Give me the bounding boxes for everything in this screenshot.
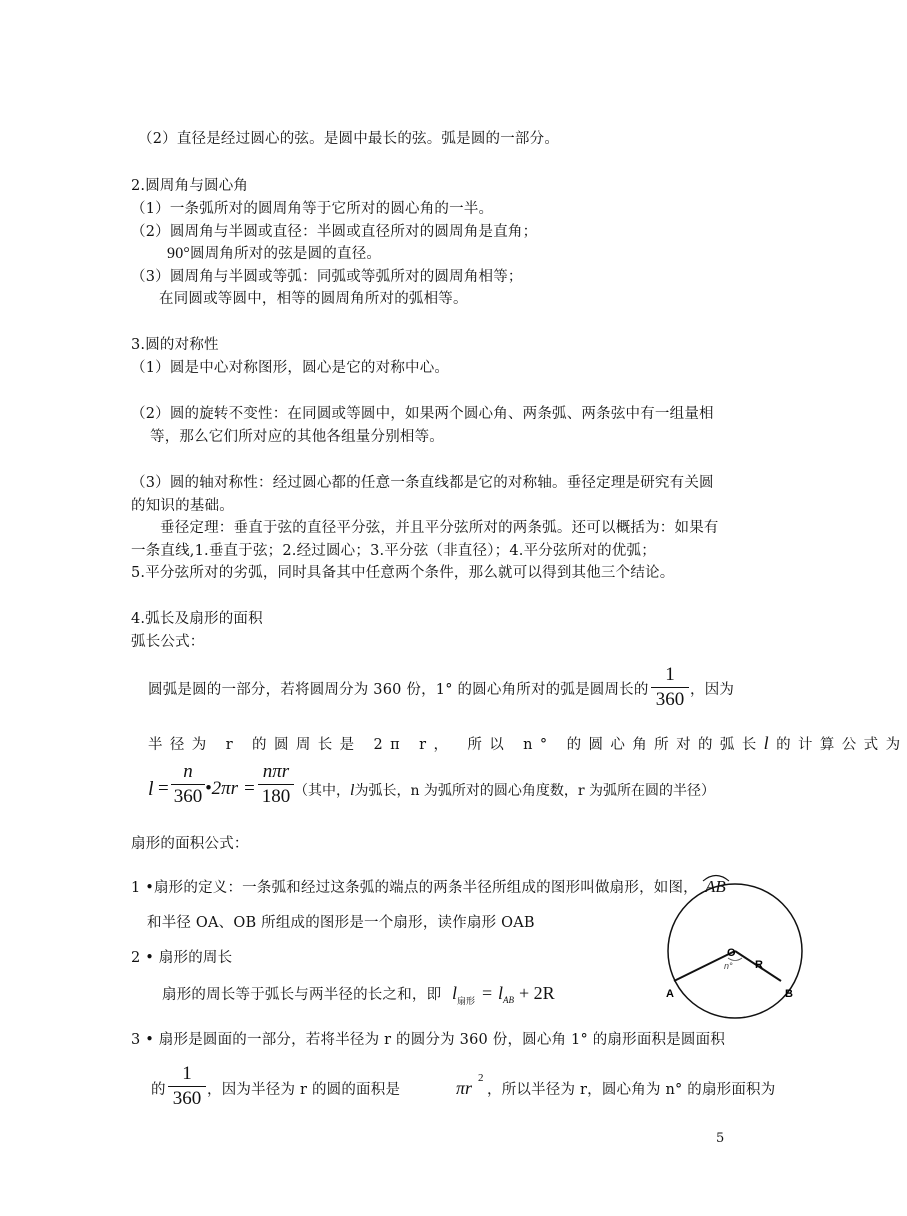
formula-l: l	[498, 983, 504, 1003]
text-line: （3）圆的轴对称性：经过圆心都的任意一条直线都是它的对称轴。垂径定理是研究有关圆	[131, 475, 714, 491]
circle-sector-diagram	[660, 868, 810, 1018]
text-line: （2）圆周角与半圆或直径：半圆或直径所对的圆周角是直角；	[131, 224, 538, 240]
fraction-bar	[168, 1086, 206, 1087]
text-line: （3）圆周角与半圆或等弧：同弧或等弧所对的圆周角相等；	[131, 269, 523, 285]
formula-fraction-npir-180	[258, 761, 294, 808]
text-fragment: ，因为半径为 r 的圆的面积是	[207, 1082, 401, 1098]
variable-l: l	[350, 782, 355, 799]
text-line: （1）圆是中心对称图形，圆心是它的对称中心。	[131, 360, 450, 376]
fraction-bar	[171, 784, 205, 785]
text-line: 垂径定理：垂直于弦的直径平分弦，并且平分弦所对的两条弧。还可以概括为：如果有	[160, 520, 719, 536]
text-line: 和半径 OA、OB 所组成的图形是一个扇形，读作扇形 OAB	[147, 915, 535, 931]
text-line: 的知识的基础。	[131, 498, 234, 514]
sector-figure	[660, 868, 810, 1022]
text-fragment: ，所以半径为 r，圆心角为 n° 的扇形面积为	[487, 1082, 776, 1098]
section-heading: 3.圆的对称性	[131, 337, 219, 353]
section-heading: 4.弧长及扇形的面积	[131, 611, 263, 627]
text-line: 在同圆或等圆中，相等的圆周角所对的弧相等。	[159, 291, 468, 307]
formula-subscript: AB	[503, 995, 514, 1005]
text-fragment: 的	[151, 1082, 166, 1098]
fraction-denominator: 360	[173, 786, 203, 807]
fraction-denominator: 360	[655, 689, 685, 710]
fraction-denominator: 180	[261, 786, 291, 807]
text-line: （1）一条弧所对的圆周角等于它所对的圆心角的一半。	[131, 201, 494, 217]
label-O: O	[727, 947, 736, 959]
text-fragment: 的计算公式为	[776, 737, 907, 753]
formula-note	[294, 781, 715, 801]
fraction-numerator: 1	[665, 664, 675, 685]
fraction-bar	[258, 784, 294, 785]
formula-2pir: •2πr =	[205, 778, 256, 799]
section-heading: 2.圆周角与圆心角	[131, 178, 249, 194]
text-fragment: 半径为 r 的圆周长是 2π r， 所以 n° 的圆心角所对的弧长	[148, 737, 764, 753]
label-n: n°	[724, 961, 733, 971]
formula-equals: =	[158, 778, 169, 799]
fraction-denominator: 360	[172, 1088, 202, 1109]
text-line: 一条直线,1.垂直于弦；2.经过圆心；3.平分弦（非直径）；4.平分弦所对的优弧；	[131, 543, 656, 559]
fraction-numerator: 1	[182, 1063, 192, 1084]
formula-plus-2r: + 2R	[519, 983, 555, 1003]
text-line: 等，那么它们所对应的其他各组量分别相等。	[150, 429, 444, 445]
text-line	[162, 985, 441, 1005]
text-line: 5.平分弦所对的劣弧，同时具备其中任意两个条件，那么就可以得到其他三个结论。	[131, 565, 675, 581]
variable-l: l	[763, 733, 777, 753]
formula-equals: =	[482, 983, 493, 1003]
label-R: R	[755, 959, 763, 971]
formula-pir: πr	[456, 1078, 473, 1098]
label-B: B	[785, 988, 793, 1000]
formula-l: l	[148, 778, 154, 800]
formula-subscript: 扇形	[457, 997, 476, 1007]
section-heading: 扇形的面积公式：	[131, 836, 249, 852]
text-line: 圆弧是圆的一部分，若将圆周分为 360 份，1° 的圆心角所对的弧是圆周长的	[148, 682, 649, 698]
text-fragment: （其中，	[294, 783, 350, 799]
text-fragment: 扇形的周长等于弧长与两半径的长之和，即	[162, 987, 442, 1003]
degree-value: 90°	[167, 245, 190, 262]
text-fragment: 圆周角所对的弦是圆的直径。	[190, 246, 382, 262]
text-line: （2）圆的旋转不变性：在同圆或等圆中，如果两个圆心角、两条弧、两条弦中有一组量相	[131, 406, 714, 422]
text-line: （2）直径是经过圆心的弦。是圆中最长的弦。弧是圆的一部分。	[138, 131, 560, 147]
formula-superscript: 2	[478, 1072, 484, 1084]
fraction-1-360	[651, 664, 689, 711]
text-line: ，因为	[690, 682, 735, 698]
text-line: 1 •扇形的定义：一条弧和经过这条弧的端点的两条半径所组成的图形叫做扇形，如图，	[131, 880, 698, 896]
fraction-1-360	[168, 1063, 206, 1110]
fraction-numerator: nπr	[262, 761, 290, 782]
text-line: 2 • 扇形的周长	[131, 950, 233, 966]
formula-fraction-n-360	[171, 761, 205, 808]
text-line	[167, 244, 381, 264]
text-line: 3 • 扇形是圆面的一部分，若将半径为 r 的圆分为 360 份，圆心角 1° 的扇形面积是圆面积	[131, 1032, 726, 1048]
fraction-bar	[651, 687, 689, 688]
page-number: 5	[716, 1131, 725, 1146]
text-line: 弧长公式：	[131, 634, 205, 650]
text-fragment: 为弧长，n 为弧所对的圆心角度数，r 为弧所在圆的半径）	[354, 783, 716, 799]
formula-l: l	[452, 983, 458, 1003]
text-line	[148, 733, 907, 755]
arc-label: AB	[705, 877, 726, 896]
label-A: A	[666, 988, 674, 1000]
fraction-numerator: n	[183, 761, 193, 782]
